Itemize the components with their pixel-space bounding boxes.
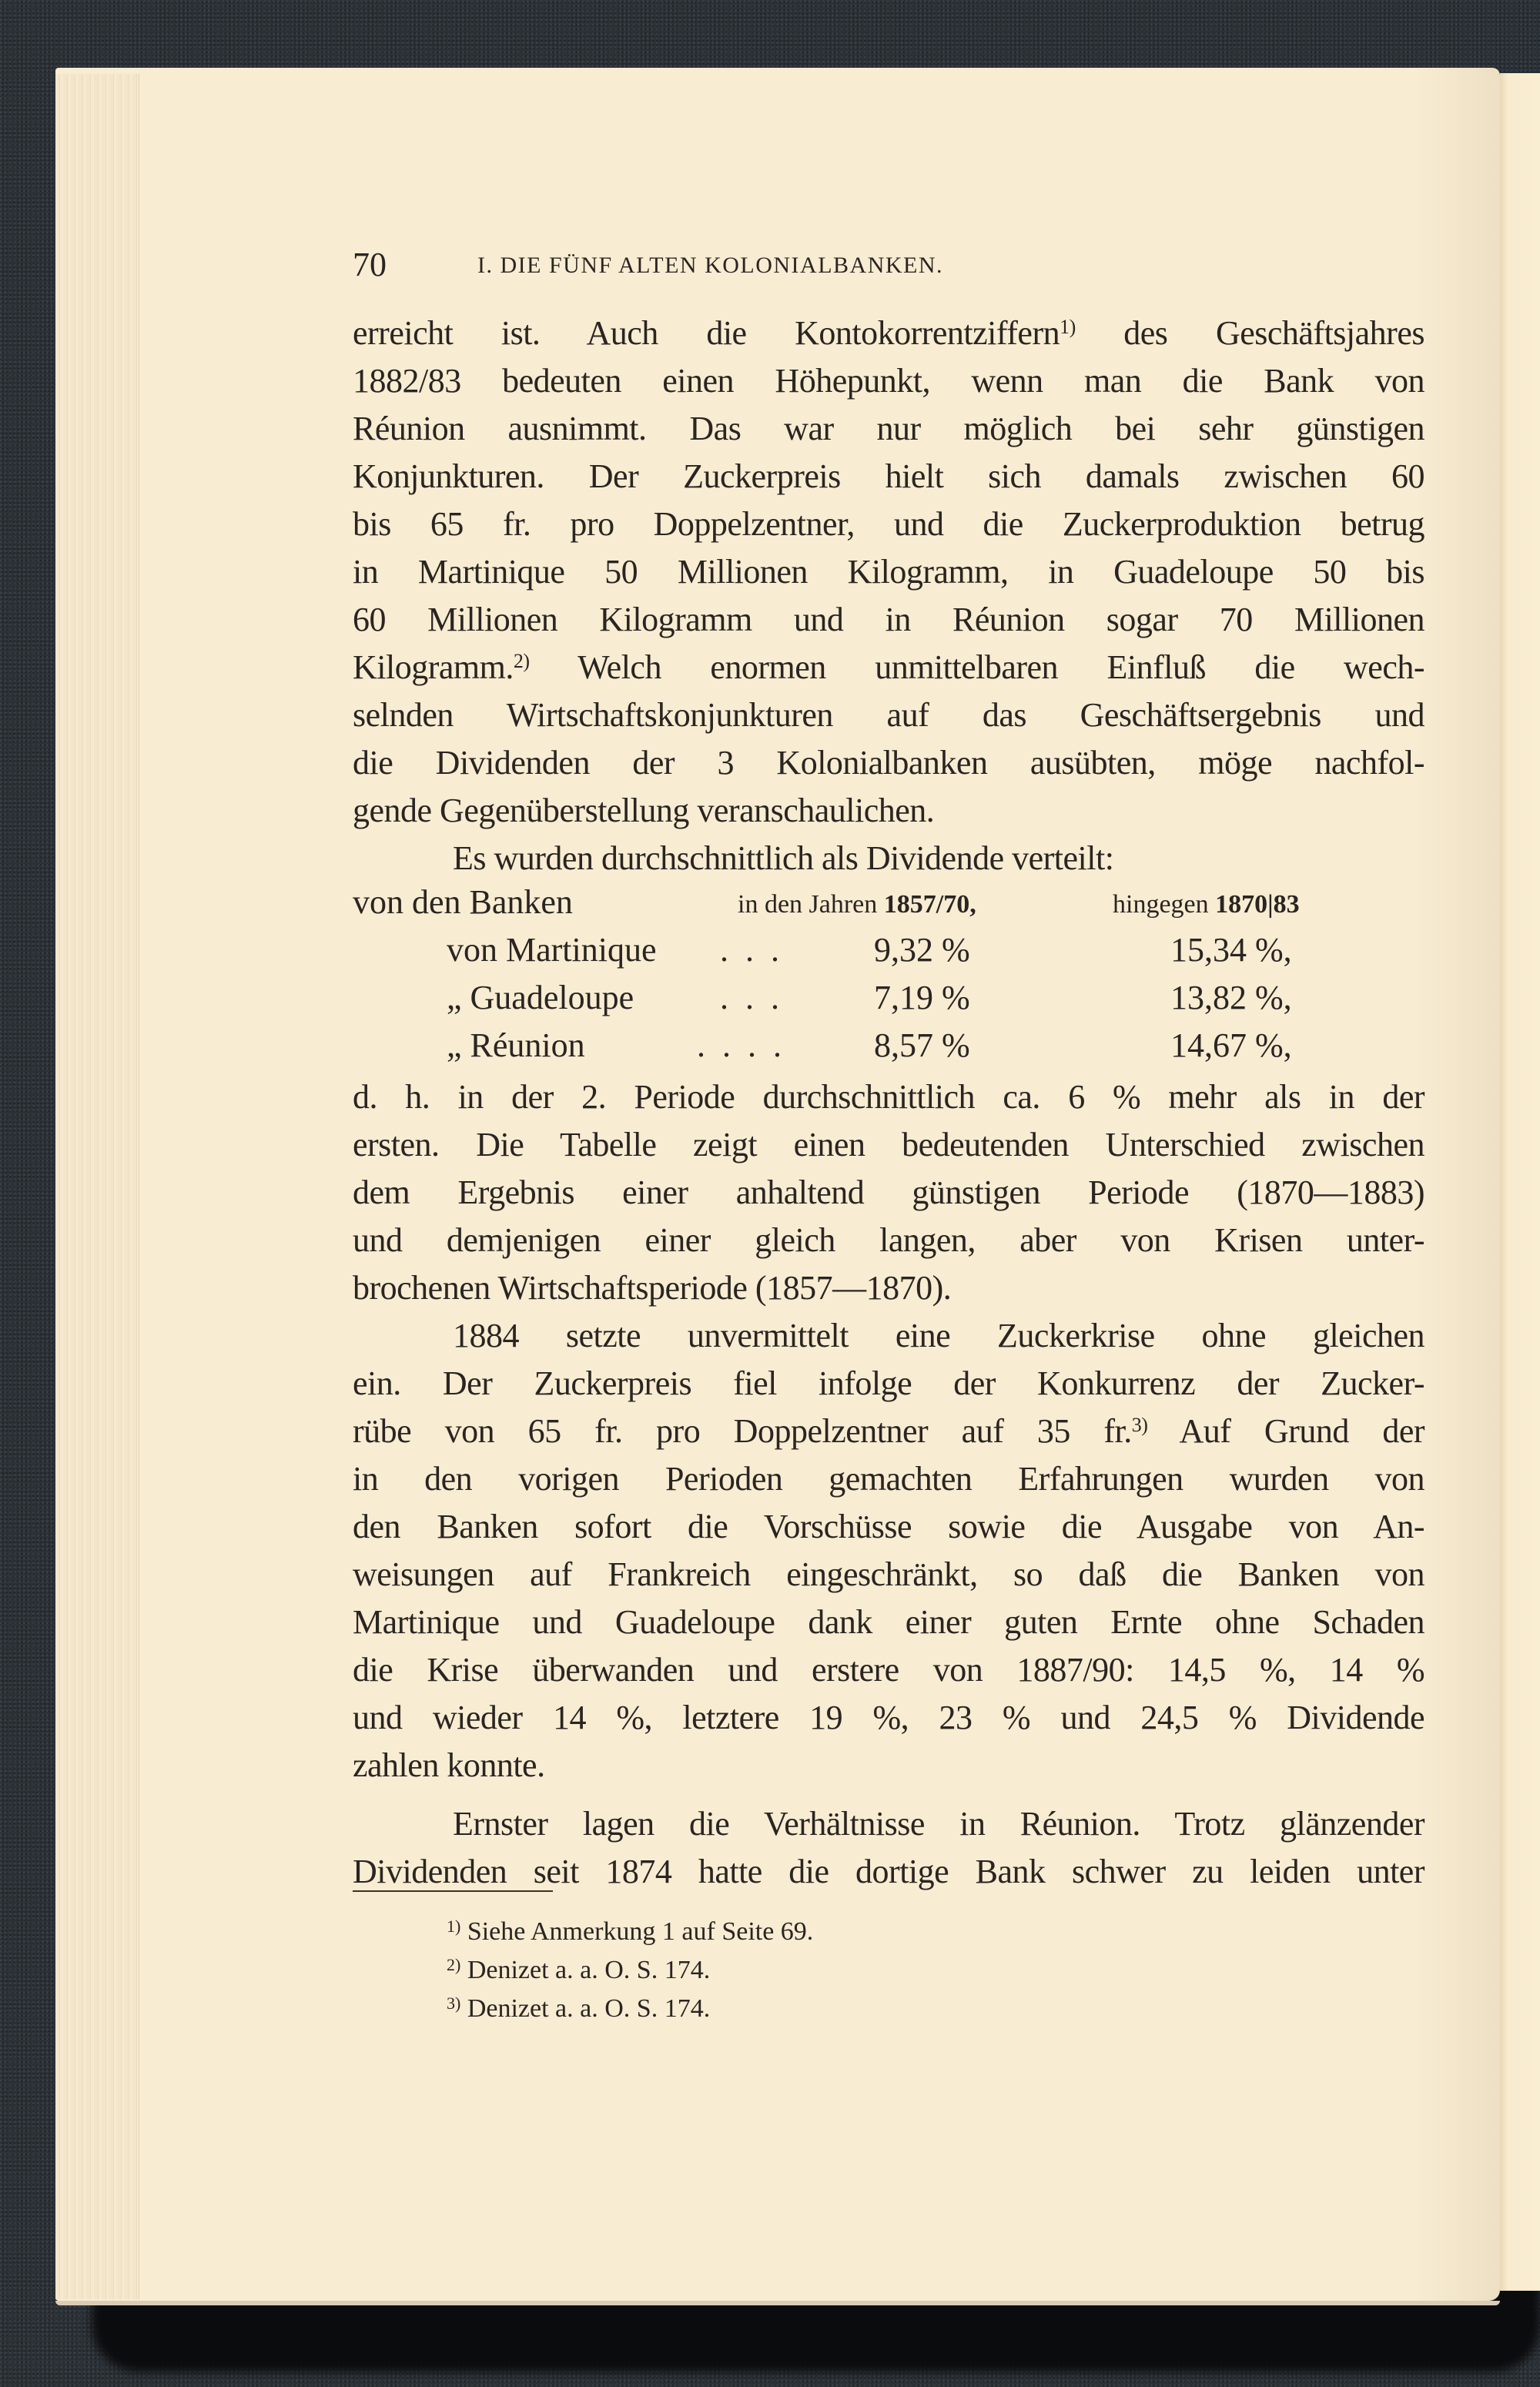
body-line: Martinique und Guadeloupe dank einer guten Ernte ohne Schaden bbox=[353, 1603, 1424, 1641]
table-header-period1: in den Jahren 1857/70, bbox=[738, 890, 976, 919]
body-line: und demjenigen einer gleich langen, aber von Krisen unter- bbox=[353, 1221, 1424, 1259]
table-row-leader-dots: .... bbox=[697, 1026, 798, 1064]
body-line: in Martinique 50 Millionen Kilogramm, in Guadeloupe 50 bis bbox=[353, 553, 1424, 591]
body-line: Konjunkturen. Der Zuckerpreis hielt sich damals zwischen 60 bbox=[353, 457, 1424, 495]
body-line: 60 Millionen Kilogramm und in Réunion sogar 70 Millionen bbox=[353, 601, 1424, 638]
table-cell-period1: 9,32 % bbox=[874, 931, 970, 969]
body-line: Ernster lagen die Verhältnisse in Réunion. Trotz glänzender bbox=[453, 1805, 1424, 1843]
footnote: $^{1)}$ Siehe Anmerkung 1 auf Seite 69. bbox=[447, 1917, 814, 1946]
running-head: I. DIE FÜNF ALTEN KOLONIALBANKEN. bbox=[477, 253, 944, 278]
body-line: 1882/83 bedeuten einen Höhepunkt, wenn man die Bank von bbox=[353, 362, 1424, 400]
body-line: zahlen konnte. bbox=[353, 1746, 545, 1784]
body-line: bis 65 fr. pro Doppelzentner, und die Zuckerproduktion betrug bbox=[353, 505, 1424, 543]
body-line: die Krise überwanden und erstere von 1887/90: 14,5 %, 14 % bbox=[353, 1651, 1424, 1689]
table-cell-period1: 7,19 % bbox=[874, 979, 970, 1016]
body-line: Réunion ausnimmt. Das war nur möglich bei sehr günstigen bbox=[353, 410, 1424, 447]
body-line: selnden Wirtschaftskonjunkturen auf das Geschäftsergebnis und bbox=[353, 696, 1424, 734]
body-line: die Dividenden der 3 Kolonialbanken ausübten, möge nachfol- bbox=[353, 744, 1424, 782]
body-line: dem Ergebnis einer anhaltend günstigen Periode (1870—1883) bbox=[353, 1173, 1424, 1211]
body-line: rübe von 65 fr. pro Doppelzentner auf 35 fr.$^{3)}$ Auf Grund der bbox=[353, 1412, 1424, 1450]
table-row-bank: von Martinique bbox=[447, 931, 657, 969]
page-number: 70 bbox=[353, 246, 387, 283]
body-line: 1884 setzte unvermittelt eine Zuckerkrise ohne gleichen bbox=[453, 1317, 1424, 1354]
table-cell-period1: 8,57 % bbox=[874, 1026, 970, 1064]
table-row-leader-dots: ... bbox=[720, 979, 796, 1016]
footnote-separator bbox=[353, 1890, 553, 1892]
table-header-bank: von den Banken bbox=[353, 883, 573, 921]
page-fore-edge bbox=[55, 74, 139, 2299]
table-row-bank: „ Réunion bbox=[447, 1026, 585, 1064]
body-line: gende Gegenüberstellung veranschaulichen. bbox=[353, 792, 935, 829]
body-line: den Banken sofort die Vorschüsse sowie die Ausgabe von An- bbox=[353, 1508, 1424, 1545]
footnote: $^{3)}$ Denizet a. a. O. S. 174. bbox=[447, 1994, 711, 2023]
body-line: Dividenden seit 1874 hatte die dortige Bank schwer zu leiden unter bbox=[353, 1853, 1424, 1890]
body-line: ersten. Die Tabelle zeigt einen bedeutenden Unterschied zwischen bbox=[353, 1126, 1424, 1163]
table-cell-period2: 14,67 %, bbox=[1170, 1026, 1292, 1064]
body-line: und wieder 14 %, letztere 19 %, 23 % und 24,5 % Dividende bbox=[353, 1699, 1424, 1736]
table-intro: Es wurden durchschnittlich als Dividende verteilt: bbox=[453, 839, 1114, 877]
footnote: $^{2)}$ Denizet a. a. O. S. 174. bbox=[447, 1955, 711, 1984]
table-cell-period2: 15,34 %, bbox=[1170, 931, 1292, 969]
body-line: brochenen Wirtschaftsperiode (1857—1870). bbox=[353, 1269, 952, 1307]
body-line: Kilogramm.$^{2)}$ Welch enormen unmittelbaren Einfluß die wech- bbox=[353, 648, 1424, 686]
page-bottom-edge bbox=[55, 2301, 1500, 2305]
footnote-ref: 1) bbox=[1060, 316, 1076, 338]
body-line: ein. Der Zuckerpreis fiel infolge der Konkurrenz der Zucker- bbox=[353, 1364, 1424, 1402]
body-line: erreicht ist. Auch die Kontokorrentziffern$^{1)}$ des Geschäftsjahres bbox=[353, 314, 1424, 352]
table-row-bank: „ Guadeloupe bbox=[447, 979, 634, 1016]
table-row-leader-dots: ... bbox=[720, 931, 796, 969]
footnote-ref: 2) bbox=[513, 650, 530, 672]
body-line: in den vorigen Perioden gemachten Erfahrungen wurden von bbox=[353, 1460, 1424, 1498]
body-line: weisungen auf Frankreich eingeschränkt, so daß die Banken von bbox=[353, 1555, 1424, 1593]
table-cell-period2: 13,82 %, bbox=[1170, 979, 1292, 1016]
footnote-ref: 3) bbox=[1131, 1414, 1148, 1436]
body-line: d. h. in der 2. Periode durchschnittlich ca. 6 % mehr als in der bbox=[353, 1078, 1424, 1116]
facing-page-edge bbox=[1500, 73, 1540, 2291]
table-header-period2: hingegen 1870|83 bbox=[1113, 890, 1300, 919]
